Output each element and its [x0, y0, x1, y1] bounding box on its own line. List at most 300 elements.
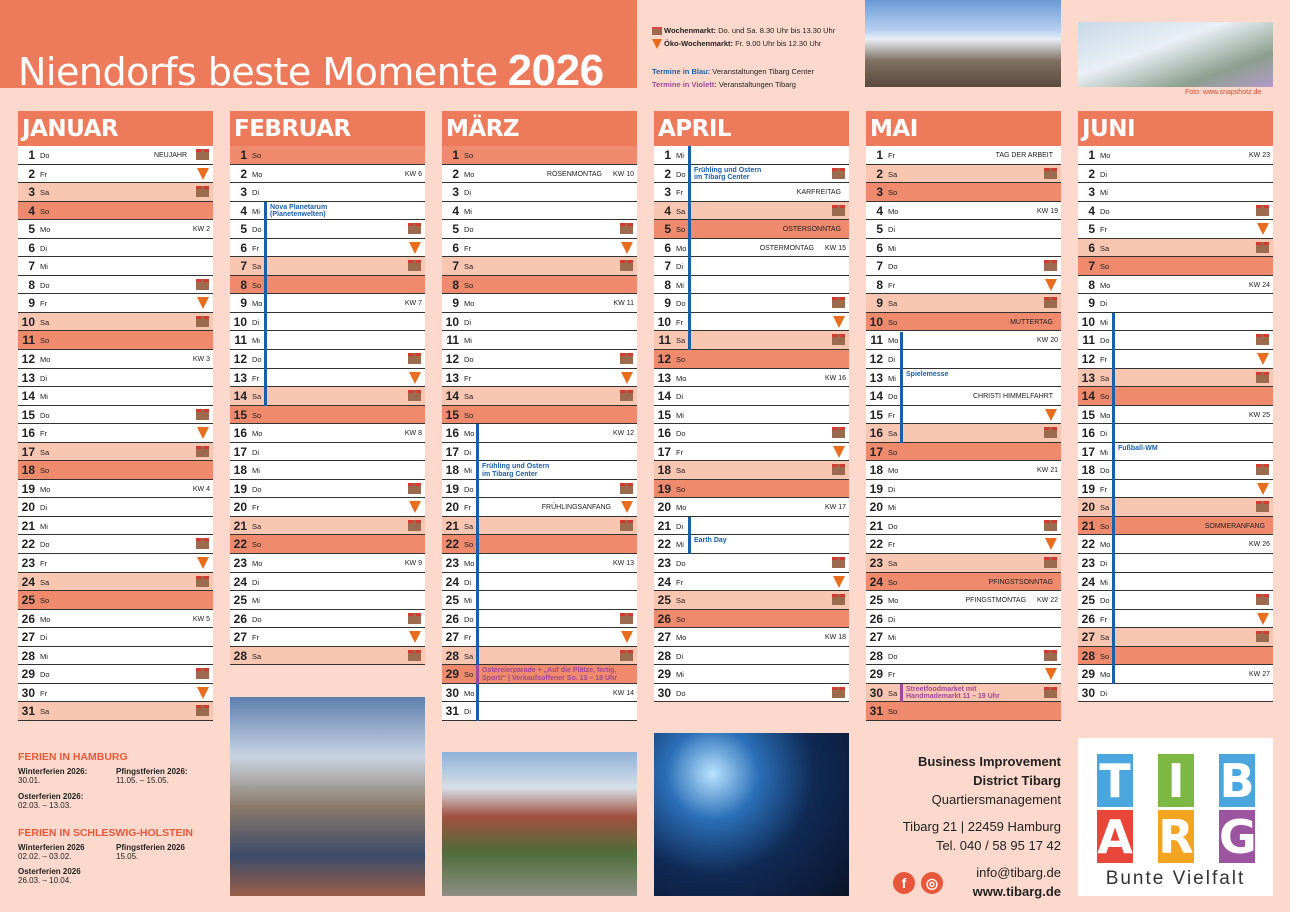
weekday: Di [888, 484, 896, 494]
day-number: 2 [876, 166, 883, 181]
weekday: Di [252, 447, 260, 457]
day-number: 7 [240, 259, 247, 274]
tibarg-logo [1078, 738, 1273, 896]
day-row [1078, 406, 1273, 425]
weekday: Mo [40, 355, 51, 365]
day-row [654, 628, 849, 647]
day-row [442, 573, 637, 592]
market-icon [1256, 372, 1269, 383]
day-number: 27 [869, 630, 883, 645]
day-number: 16 [657, 426, 671, 441]
day-number: 3 [664, 185, 671, 200]
weekday: Fr [888, 280, 896, 290]
day-row [18, 424, 213, 443]
event-duration-bar [476, 665, 479, 684]
weekday: Di [464, 707, 472, 717]
day-row [442, 202, 637, 221]
ferien-sh-title: FERIEN IN SCHLESWIG-HOLSTEIN [18, 827, 194, 839]
day-row [18, 294, 213, 313]
day-row [654, 387, 849, 406]
month-header: JUNI [1078, 111, 1273, 146]
calendar-week: KW 5 [192, 615, 210, 623]
carrot-icon [1045, 538, 1057, 550]
weekday: Fr [40, 429, 48, 439]
day-row [442, 294, 637, 313]
weekday: Mo [40, 225, 51, 235]
day-row [866, 387, 1061, 406]
day-number: 20 [445, 500, 459, 515]
day-row [230, 146, 425, 165]
day-number: 20 [233, 500, 247, 515]
day-number: 22 [233, 537, 247, 552]
day-number: 8 [664, 277, 671, 292]
day-number: 22 [1081, 537, 1095, 552]
day-number: 27 [657, 630, 671, 645]
weekday: Sa [252, 651, 262, 661]
event-label: Ostereierparade + „Auf die Plätze, fertig, Sport!“ | Verkaufsoffener So. 13 – 18 Uhr [482, 667, 617, 682]
carrot-icon [1045, 279, 1057, 291]
day-number: 25 [445, 593, 459, 608]
day-row [230, 257, 425, 276]
holiday-label: TAG DER ARBEIT [995, 152, 1053, 159]
weekday: So [40, 466, 50, 476]
day-row [866, 202, 1061, 221]
weekday: Mi [676, 410, 684, 420]
weekday: Fr [888, 410, 896, 420]
day-row [654, 146, 849, 165]
holiday-label: NEUJAHR [153, 152, 187, 159]
weekday: Mi [676, 670, 684, 680]
day-number: 9 [876, 296, 883, 311]
day-number: 29 [445, 667, 459, 682]
market-icon [832, 594, 845, 605]
day-row [1078, 610, 1273, 629]
weekday: Mi [40, 521, 48, 531]
day-number: 17 [233, 444, 247, 459]
day-number: 10 [869, 314, 883, 329]
day-row [654, 684, 849, 703]
weekday: So [40, 206, 50, 216]
day-row [866, 369, 1061, 388]
day-row [1078, 684, 1273, 703]
day-number: 6 [876, 240, 883, 255]
weekday: Sa [1100, 373, 1110, 383]
carrot-icon [1257, 223, 1269, 235]
weekday: Fr [1100, 225, 1108, 235]
day-row [866, 535, 1061, 554]
logo-tile-g: G [1219, 810, 1257, 864]
weekday: So [676, 614, 686, 624]
market-icon [408, 613, 421, 624]
holiday-label: ROSENMONTAG [546, 170, 602, 178]
holiday-label: PFINGSTSONNTAG [988, 578, 1053, 586]
weekday: So [888, 577, 898, 587]
day-row [1078, 350, 1273, 369]
day-row [866, 331, 1061, 350]
day-number: 9 [240, 296, 247, 311]
market-icon [408, 390, 421, 401]
day-row [866, 610, 1061, 629]
day-row [18, 313, 213, 332]
day-number: 24 [657, 574, 671, 589]
month-5 [1078, 111, 1273, 702]
day-row [1078, 535, 1273, 554]
day-number: 9 [452, 296, 459, 311]
weekday: So [1100, 262, 1110, 272]
day-number: 5 [452, 222, 459, 237]
day-row [654, 183, 849, 202]
logo-tile-t: T [1097, 754, 1133, 807]
calendar-week: KW 2 [192, 226, 210, 234]
day-row [230, 498, 425, 517]
calendar-week: KW 21 [1036, 467, 1058, 475]
weekday: Do [40, 280, 50, 290]
day-row [18, 480, 213, 499]
day-row [442, 183, 637, 202]
day-row [1078, 294, 1273, 313]
day-number: 28 [445, 648, 459, 663]
carrot-icon [621, 631, 633, 643]
weekday: So [676, 355, 686, 365]
day-number: 12 [1081, 352, 1095, 367]
contact-email[interactable]: info@tibarg.de [976, 865, 1061, 880]
market-icon [620, 483, 633, 494]
day-number: 11 [446, 333, 459, 348]
weekday: Do [1100, 466, 1110, 476]
day-number: 4 [664, 203, 671, 218]
day-row [866, 406, 1061, 425]
weekday: Di [464, 317, 472, 327]
event-duration-bar [1112, 313, 1115, 684]
calendar-week: KW 23 [1248, 152, 1270, 159]
day-number: 2 [28, 166, 35, 181]
day-row [866, 239, 1061, 258]
weekday: Mo [40, 614, 51, 624]
day-number: 18 [1081, 463, 1095, 478]
day-row [442, 647, 637, 666]
weekday: Do [1100, 596, 1110, 606]
weekday: Di [676, 262, 684, 272]
logo-tile-i: I [1158, 754, 1194, 807]
carrot-icon [409, 242, 421, 254]
day-row [18, 406, 213, 425]
month-header: JANUAR [18, 111, 213, 146]
market-icon [832, 205, 845, 216]
weekday: Do [464, 355, 474, 365]
weekday: Fr [40, 559, 48, 569]
day-row [654, 554, 849, 573]
day-row [866, 424, 1061, 443]
day-row [442, 331, 637, 350]
day-number: 10 [21, 314, 35, 329]
event-label: Frühling und Ostern im Tibarg Center [482, 463, 550, 478]
legend-violet: Termine in Violett: Veranstaltungen Tibarg [652, 80, 796, 89]
day-row [442, 628, 637, 647]
day-row [230, 591, 425, 610]
weekday: So [252, 151, 262, 160]
weekday: Di [888, 614, 896, 624]
day-row [1078, 331, 1273, 350]
carrot-icon [409, 631, 421, 643]
weekday: Sa [252, 262, 262, 272]
day-row [18, 647, 213, 666]
day-number: 2 [240, 166, 247, 181]
day-row [866, 573, 1061, 592]
day-row [18, 239, 213, 258]
day-row [1078, 461, 1273, 480]
day-row [18, 535, 213, 554]
day-row [654, 406, 849, 425]
event-duration-bar [900, 332, 903, 443]
weekday: Mi [1100, 188, 1108, 198]
weekday: So [676, 484, 686, 494]
day-row [866, 517, 1061, 536]
market-icon [1256, 334, 1269, 345]
weekday: Fr [464, 243, 472, 253]
calendar-week: KW 6 [404, 170, 422, 178]
day-number: 4 [1088, 203, 1095, 218]
weekday: Sa [40, 188, 50, 198]
day-row [654, 220, 849, 239]
calendar-week: KW 15 [824, 244, 846, 252]
day-row [230, 424, 425, 443]
holiday-label: FRÜHLINGSANFANG [541, 504, 611, 512]
day-number: 29 [21, 667, 35, 682]
weekday: So [1100, 521, 1110, 531]
day-number: 5 [1088, 222, 1095, 237]
weekday: Do [252, 355, 262, 365]
day-row [230, 480, 425, 499]
weekday: Fr [888, 151, 896, 160]
day-row [230, 183, 425, 202]
weekday: Mi [464, 596, 472, 606]
day-row [654, 498, 849, 517]
day-number: 15 [445, 407, 459, 422]
day-row [230, 331, 425, 350]
day-number: 1 [1088, 148, 1095, 162]
day-number: 3 [28, 185, 35, 200]
day-number: 31 [869, 704, 883, 719]
weekday: Fr [40, 299, 48, 309]
market-icon [620, 650, 633, 661]
carrot-icon [197, 297, 209, 309]
calendar-week: KW 14 [612, 689, 634, 697]
day-row [654, 517, 849, 536]
day-number: 4 [452, 203, 459, 218]
day-row [230, 239, 425, 258]
weekday: So [1100, 651, 1110, 661]
holiday-label: OSTERMONTAG [759, 244, 814, 252]
calendar-week: KW 8 [404, 430, 422, 438]
weekday: Mi [676, 280, 684, 290]
carrot-icon [197, 557, 209, 569]
carrot-icon [197, 168, 209, 180]
weekday: Mo [1100, 670, 1111, 680]
day-row [18, 202, 213, 221]
day-row [654, 647, 849, 666]
weekday: Mi [888, 503, 896, 513]
weekday: Do [464, 484, 474, 494]
weekday: Sa [676, 206, 686, 216]
weekday: Di [40, 633, 48, 643]
contact-line3: Quartiersmanagement [931, 792, 1061, 807]
weekday: Mo [252, 169, 263, 179]
day-number: 8 [876, 277, 883, 292]
market-icon [832, 297, 845, 308]
day-row [1078, 498, 1273, 517]
day-number: 18 [869, 463, 883, 478]
day-number: 17 [445, 444, 459, 459]
day-number: 25 [869, 593, 883, 608]
day-number: 20 [21, 500, 35, 515]
month-header: FEBRUAR [230, 111, 425, 146]
day-number: 10 [233, 314, 247, 329]
day-row [18, 257, 213, 276]
weekday: Sa [888, 688, 898, 698]
ferien-sh-pfingst: Pfingstferien 2026 15.05. [116, 843, 185, 861]
day-number: 1 [28, 148, 35, 162]
weekday: Mi [1100, 447, 1108, 457]
weekday: Mo [888, 336, 899, 346]
contact-web[interactable]: www.tibarg.de [972, 884, 1061, 899]
event-duration-bar [688, 146, 691, 350]
weekday: Mo [676, 503, 687, 513]
day-row [866, 443, 1061, 462]
weekday: Di [40, 503, 48, 513]
weekday: Fr [40, 688, 48, 698]
day-row [442, 517, 637, 536]
weekday: Fr [252, 243, 260, 253]
day-number: 2 [452, 166, 459, 181]
day-row [1078, 480, 1273, 499]
day-number: 6 [1088, 240, 1095, 255]
day-number: 29 [869, 667, 883, 682]
legend-blue: Termine in Blau: Veranstaltungen Tibarg Center [652, 67, 815, 76]
day-number: 2 [664, 166, 671, 181]
day-row [442, 684, 637, 703]
day-number: 16 [1081, 426, 1095, 441]
weekday: Do [676, 169, 686, 179]
weekday: So [676, 225, 686, 235]
facebook-icon[interactable]: f [893, 872, 915, 894]
weekday: So [40, 336, 50, 346]
weekday: Mi [464, 206, 472, 216]
day-number: 20 [657, 500, 671, 515]
day-number: 1 [240, 148, 247, 162]
day-number: 31 [445, 704, 459, 719]
weekday: Do [252, 484, 262, 494]
day-number: 26 [657, 611, 671, 626]
photo-credit: Foto: www.snapshotz.de [1185, 89, 1262, 96]
day-number: 8 [452, 277, 459, 292]
day-row [654, 202, 849, 221]
day-number: 8 [240, 277, 247, 292]
day-row [654, 535, 849, 554]
weekday: Mi [676, 540, 684, 550]
mascot-photo [230, 697, 425, 896]
day-number: 19 [657, 481, 671, 496]
instagram-icon[interactable]: ◎ [921, 872, 943, 894]
calendar-week: KW 13 [612, 560, 634, 568]
day-row [654, 443, 849, 462]
day-number: 15 [869, 407, 883, 422]
market-icon [1044, 297, 1057, 308]
day-number: 22 [869, 537, 883, 552]
day-row [442, 610, 637, 629]
market-icon [832, 687, 845, 698]
weekday: So [1100, 392, 1110, 402]
weekday: Do [888, 651, 898, 661]
day-row [442, 369, 637, 388]
day-number: 15 [233, 407, 247, 422]
weekday: Sa [676, 596, 686, 606]
day-row [230, 369, 425, 388]
day-row [230, 443, 425, 462]
day-row [18, 220, 213, 239]
market-icon [832, 557, 845, 568]
market-icon [1044, 557, 1057, 568]
weekday: Di [252, 577, 260, 587]
market-icon [620, 260, 633, 271]
day-row [442, 165, 637, 184]
day-number: 12 [869, 352, 883, 367]
day-number: 21 [657, 518, 671, 533]
day-number: 10 [1081, 314, 1095, 329]
day-number: 1 [452, 148, 459, 162]
social-links [893, 872, 949, 894]
day-row [18, 684, 213, 703]
weekday: Mo [464, 688, 475, 698]
day-number: 22 [445, 537, 459, 552]
logo-tile-b: B [1219, 754, 1255, 808]
calendar-week: KW 9 [404, 560, 422, 568]
weekday: Fr [888, 540, 896, 550]
weekday: Do [888, 392, 898, 402]
day-number: 2 [1088, 166, 1095, 181]
weekday: Mo [888, 466, 899, 476]
weekday: Mi [1100, 577, 1108, 587]
day-row [866, 257, 1061, 276]
day-number: 11 [658, 333, 671, 348]
day-row [18, 461, 213, 480]
weekday: Mo [888, 596, 899, 606]
weekday: Mo [1100, 410, 1111, 420]
calendar-week: KW 12 [612, 430, 634, 438]
month-0 [18, 111, 213, 721]
day-row [18, 554, 213, 573]
day-row [1078, 554, 1273, 573]
market-icon [408, 223, 421, 234]
concert-photo [654, 733, 849, 896]
weekday: Di [464, 188, 472, 198]
weekday: Mi [252, 206, 260, 216]
day-row [230, 406, 425, 425]
weekday: Fr [252, 633, 260, 643]
day-number: 25 [1081, 593, 1095, 608]
calendar-week: KW 18 [824, 634, 846, 642]
day-row [654, 461, 849, 480]
holiday-label: MUTTERTAG [1010, 318, 1053, 326]
day-number: 17 [657, 444, 671, 459]
market-icon [620, 613, 633, 624]
weekday: Mi [40, 651, 48, 661]
calendar-week: KW 4 [192, 485, 210, 493]
market-icon [1044, 687, 1057, 698]
day-row [866, 294, 1061, 313]
day-number: 6 [664, 240, 671, 255]
day-number: 6 [452, 240, 459, 255]
day-number: 25 [21, 593, 35, 608]
